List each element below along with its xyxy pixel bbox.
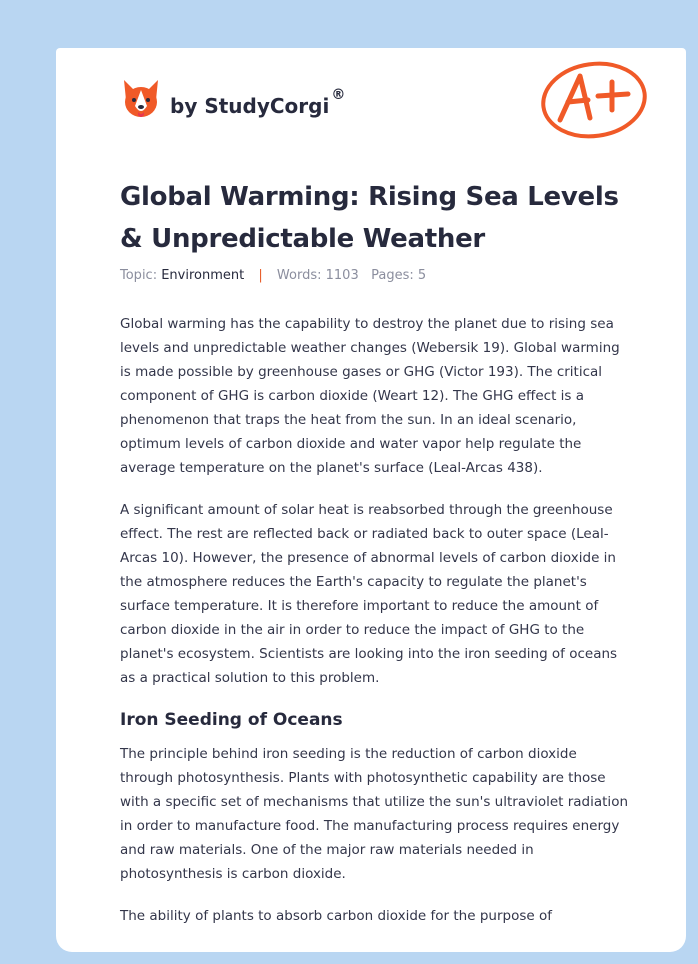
paragraph: The principle behind iron seeding is the reduction of carbon dioxide through photosynthesis. Plants with photosynthetic capability are those with a specific set of mechanisms that utilize the sun's ultraviolet radiation in order to manufacture food. The manufacturing process requires energy and raw materials. One of the major raw materials needed in photosynthesis is carbon dioxide. [120, 746, 629, 882]
a-plus-grade-icon [538, 58, 650, 142]
words-value: 1103 [325, 268, 359, 283]
topic-label: Topic: [120, 268, 158, 283]
document-title: Global Warming: Rising Sea Levels & Unpredictable Weather [120, 182, 619, 254]
paragraph: A significant amount of solar heat is reabsorbed through the greenhouse effect. The rest are reflected back or radiated back to outer space (Leal-Arcas 10). However, the presence of abnormal levels of carbon dioxide in the atmosphere reduces the Earth's capacity to regulate the planet's surface temperature. It is therefore important to reduce the amount of carbon dioxide in the air in order to reduce the impact of GHG to the planet's ecosystem. Scientists are looking into the iron seeding of oceans as a practical solution to this problem. [120, 502, 618, 686]
corgi-icon [120, 76, 162, 122]
document-page [56, 48, 686, 952]
section-heading: Iron Seeding of Oceans [120, 710, 343, 730]
topic-value[interactable]: Environment [161, 268, 245, 283]
registered-mark: ® [331, 87, 346, 103]
meta-separator: | [258, 268, 263, 283]
document-body [120, 312, 634, 946]
words-label: Words: [276, 268, 322, 283]
pages-label: Pages: [371, 268, 414, 283]
paragraph: Global warming has the capability to destroy the planet due to rising sea levels and unpredictable weather changes (Webersik 19). Global warming is made possible by greenhouse gases or GHG (Victor 193). The critical component of GHG is carbon dioxide (Weart 12). The GHG effect is a phenomenon that traps the heat from the sun. In an ideal scenario, optimum levels of carbon dioxide and water vapor help regulate the average temperature on the planet's surface (Leal-Arcas 438). [120, 316, 620, 476]
studycorgi-logo[interactable] [120, 76, 345, 122]
brand-name: by StudyCorgi ® [170, 87, 346, 118]
document-meta [120, 268, 426, 283]
paragraph: The ability of plants to absorb carbon dioxide for the purpose of [120, 908, 552, 924]
pages-value: 5 [417, 268, 427, 283]
